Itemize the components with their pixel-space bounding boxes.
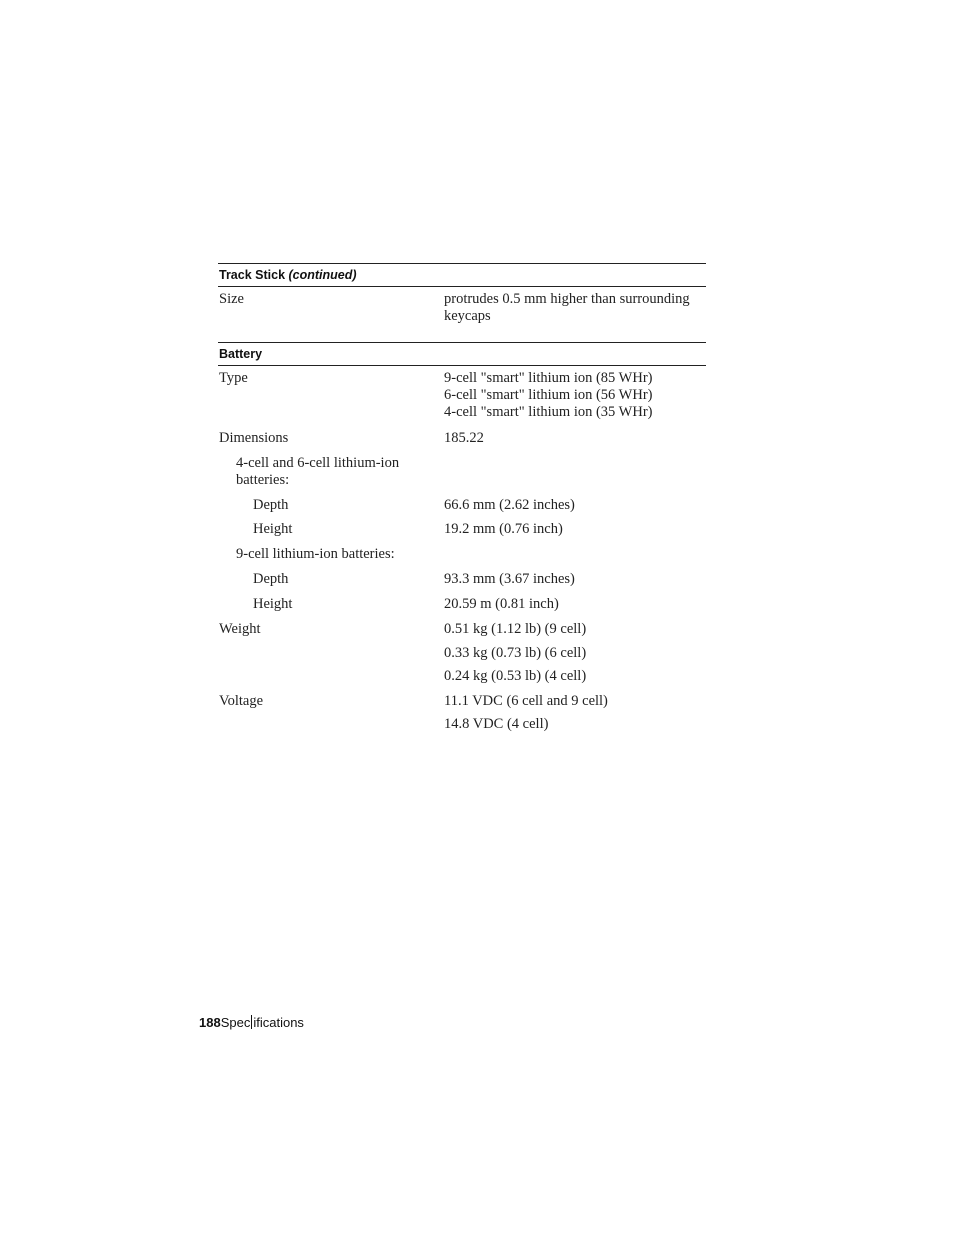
group-9-label: 9-cell lithium-ion batteries: (236, 546, 395, 562)
type-values (444, 370, 706, 421)
page-footer (199, 1015, 304, 1030)
group-4-6-height-value: 19.2 mm (0.76 inch) (444, 521, 563, 537)
weight-value-4cell: 0.24 kg (0.53 lb) (4 cell) (444, 668, 587, 684)
group-9-depth-label: Depth (253, 571, 289, 587)
group-9-height-label: Height (253, 596, 293, 612)
group-4-6-height-label: Height (253, 521, 293, 537)
voltage-value-6-9cell: 11.1 VDC (6 cell and 9 cell) (444, 693, 608, 709)
track-stick-title: Track Stick (219, 268, 286, 282)
dimensions-value: 185.22 (444, 430, 484, 446)
size-row (218, 291, 706, 331)
type-value-4cell: 4-cell "smart" lithium ion (35 WHr) (444, 404, 653, 420)
type-label: Type (219, 370, 248, 386)
weight-label: Weight (219, 621, 261, 637)
group-4-6-depth-label: Depth (253, 497, 289, 513)
size-value: protrudes 0.5 mm higher than surrounding keycaps (444, 291, 690, 324)
type-value-6cell: 6-cell "smart" lithium ion (56 WHr) (444, 387, 653, 403)
continued-label: (continued) (288, 268, 357, 282)
weight-value-9cell: 0.51 kg (1.12 lb) (9 cell) (444, 621, 587, 637)
track-stick-header (218, 263, 706, 287)
type-value-9cell: 9-cell "smart" lithium ion (85 WHr) (444, 370, 653, 386)
weight-value-6cell: 0.33 kg (0.73 lb) (6 cell) (444, 645, 587, 661)
group-9-depth-value: 93.3 mm (3.67 inches) (444, 571, 575, 587)
group-4-6-label: 4-cell and 6-cell lithium-ion batteries: (236, 455, 400, 488)
group-9-height-value: 20.59 m (0.81 inch) (444, 596, 559, 612)
footer-section-name-b: ifications (253, 1015, 304, 1030)
size-label: Size (219, 291, 244, 307)
battery-header (218, 342, 706, 366)
voltage-values (444, 693, 706, 733)
weight-values (444, 621, 706, 685)
battery-title: Battery (219, 347, 263, 361)
footer-section-name-a: Spec (220, 1015, 251, 1030)
group-4-6-depth-value: 66.6 mm (2.62 inches) (444, 497, 575, 513)
dimensions-label: Dimensions (219, 430, 289, 446)
voltage-value-4cell: 14.8 VDC (4 cell) (444, 716, 549, 732)
voltage-label: Voltage (219, 693, 264, 709)
page-number: 188 (199, 1015, 221, 1030)
